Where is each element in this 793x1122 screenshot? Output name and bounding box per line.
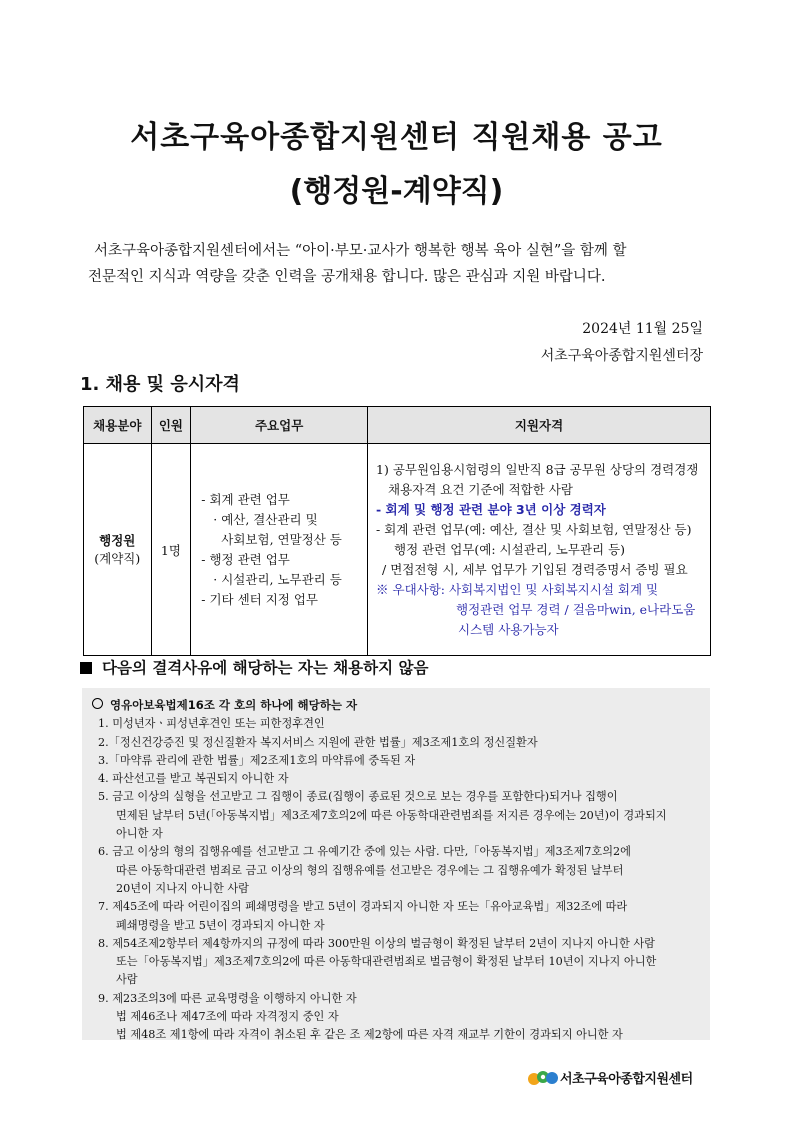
list-item: 면제된 날부터 5년(「아동복지법」제3조제7호의2에 따른 아동학대관련범죄를 저지른 경우에는 20년)이 경과되지: [116, 808, 667, 822]
list-item: 20년이 지나지 아니한 사람: [116, 881, 249, 895]
issuer-name: 서초구육아종합지원센터장: [540, 348, 703, 364]
list-item: 6. 금고 이상의 형의 집행유예를 선고받고 그 유예기간 중에 있는 사람. 다만,「아동복지법」제3조제7호의2에: [98, 845, 631, 859]
disqualification-heading: [92, 696, 667, 714]
cell-count: 1명: [151, 444, 191, 656]
disqualification-box: [82, 688, 710, 1040]
qual-line: / 면접전형 시, 세부 업무가 기입된 경력증명서 증빙 필요: [382, 561, 688, 577]
duty-line: - 기타 센터 지정 업무: [201, 591, 318, 607]
intro-paragraph: [88, 238, 728, 290]
disqualification-heading-text: 영유아보육법제16조 각 호의 하나에 해당하는 자: [110, 698, 358, 712]
footer-logo: [528, 1066, 718, 1088]
list-item: 법 제46조나 제47조에 따라 자격정지 중인 자: [116, 1010, 339, 1024]
section-2-heading: [80, 656, 428, 678]
list-item: 7. 제45조에 따라 어린이집의 폐쇄명령을 받고 5년이 경과되지 아니한 자 또는「유아교육법」제32조에 따라: [98, 900, 628, 914]
qual-line: 채용자격 요건 기준에 적합한 사람: [388, 481, 573, 497]
qual-preference: 행정관련 업무 경력 / 걸음마win, e나라도움: [456, 601, 696, 617]
page-title: 서초구육아종합지원센터 직원채용 공고: [130, 120, 663, 155]
duty-line: · 예산, 결산관리 및: [213, 511, 318, 527]
intro-line-2: 전문적인 지식과 역량을 갖춘 인력을 공개채용 합니다. 많은 관심과 지원 바랍니다.: [88, 269, 606, 285]
qual-preference: ※ 우대사항: 사회복지법인 및 사회복지시설 회계 및: [376, 581, 659, 597]
recruitment-table: [83, 406, 711, 656]
header-duties: 주요업무: [191, 407, 368, 444]
cell-field: [84, 444, 152, 656]
list-item: 9. 제23조의3에 따른 교육명령을 이행하지 아니한 자: [98, 991, 357, 1005]
list-item: 1. 미성년자ㆍ피성년후견인 또는 피한정후견인: [98, 717, 325, 731]
cell-duties: [191, 444, 368, 656]
header-count: 인원: [151, 407, 191, 444]
circle-bullet-icon: [92, 698, 103, 709]
duty-line: 사회보험, 연말정산 등: [221, 531, 342, 547]
list-item: 법 제48조 제1항에 따라 자격이 취소된 후 같은 조 제2항에 따른 자격 재교부 기한이 경과되지 아니한 자: [116, 1028, 623, 1042]
field-type: (계약직): [94, 550, 141, 566]
duty-line: - 행정 관련 업무: [201, 551, 290, 567]
list-item: 폐쇄명령을 받고 5년이 경과되지 아니한 자: [116, 918, 325, 932]
logo-text: 서초구육아종합지원센터: [560, 1072, 693, 1087]
list-item: 따른 아동학대관련 범죄로 금고 이상의 형의 집행유예를 선고받은 경우에는 그 집행유예가 확정된 날부터: [116, 863, 624, 877]
list-item: 3.「마약류 관리에 관한 법률」제2조제1호의 마약류에 중독된 자: [98, 753, 416, 767]
list-item: 또는「아동복지법」제3조제7호의2에 따른 아동학대관련범죄로 벌금형이 확정된 날부터 10년이 지나지 아니한: [116, 955, 657, 969]
list-item: 5. 금고 이상의 실형을 선고받고 그 집행이 종료(집행이 종료된 것으로 보는 경우를 포함한다)되거나 집행이: [98, 790, 618, 804]
header-field: 채용분야: [84, 407, 152, 444]
disqualification-list: [92, 696, 667, 1045]
table-header-row: [84, 407, 711, 444]
duty-line: · 시설관리, 노무관리 등: [213, 571, 342, 587]
section-1-heading: 1. 채용 및 응시자격: [80, 374, 240, 395]
qual-line: 행정 관련 업무(예: 시설관리, 노무관리 등): [394, 541, 626, 557]
list-item: 8. 제54조제2항부터 제4항까지의 규정에 따라 300만원 이상의 벌금형이 확정된 날부터 2년이 지나지 아니한 사람: [98, 936, 655, 950]
section-2-title: 다음의 결격사유에 해당하는 자는 채용하지 않음: [102, 659, 429, 677]
center-logo-icon: [528, 1068, 558, 1086]
list-item: 사람: [116, 973, 138, 987]
qual-line: - 회계 관련 업무(예: 예산, 결산 및 사회보험, 연말정산 등): [376, 521, 692, 537]
list-item: 2.「정신건강증진 및 정신질환자 복지서비스 지원에 관한 법률」제3조제1호의 정신질환자: [98, 735, 538, 749]
header-qualifications: 지원자격: [368, 407, 711, 444]
cell-qualifications: [368, 444, 711, 656]
qual-preference: 시스템 사용가능자: [458, 621, 559, 637]
list-item: 4. 파산선고를 받고 복권되지 아니한 자: [98, 772, 289, 786]
announcement-date: 2024년 11월 25일: [582, 321, 703, 337]
duty-line: - 회계 관련 업무: [201, 491, 290, 507]
page-subtitle: (행정원-계약직): [289, 174, 504, 209]
square-bullet-icon: [80, 662, 92, 674]
qual-required-experience: - 회계 및 행정 관련 분야 3년 이상 경력자: [376, 501, 606, 517]
field-name: 행정원: [99, 532, 136, 548]
intro-line-1: 서초구육아종합지원센터에서는 “아이·부모·교사가 행복한 행복 육아 실현”을 함께 할: [94, 243, 627, 259]
list-item: 아니한 자: [116, 827, 163, 841]
table-row: [84, 444, 711, 656]
qual-line: 1) 공무원임용시험령의 일반직 8급 공무원 상당의 경력경쟁: [376, 461, 699, 477]
